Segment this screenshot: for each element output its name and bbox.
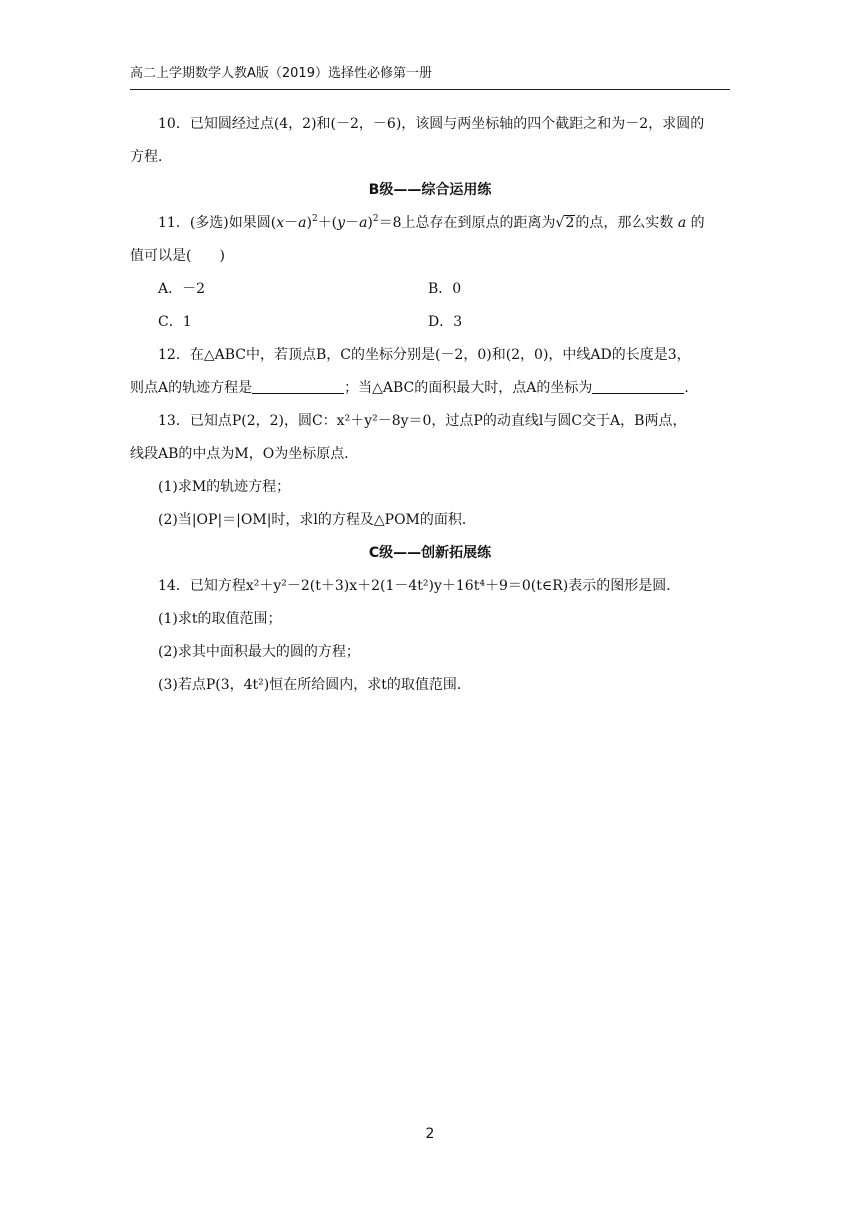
q14-sub1: (1)求t的取值范围； — [158, 611, 282, 627]
option-a: A．－2 — [158, 281, 206, 297]
var-x: x — [276, 215, 285, 231]
answer-blank-2[interactable] — [592, 377, 684, 394]
q10-line1: 10．已知圆经过点(4，2)和(－2，－6)，该圆与两坐标轴的四个截距之和为－2，求圆的 — [158, 116, 705, 132]
q13-sub2: (2)当|OP|＝|OM|时，求l的方程及△POM的面积． — [158, 512, 476, 528]
q12-text: ． — [684, 380, 699, 396]
plus: ＋( — [317, 215, 338, 231]
document-body — [130, 108, 730, 702]
sqrt-radicand: 2 — [565, 215, 575, 231]
q12-line2 — [130, 372, 730, 405]
q10-line2: 方程． — [130, 149, 172, 165]
answer-blank-1[interactable] — [252, 377, 344, 394]
var-a: a — [677, 215, 687, 231]
option-c: C．1 — [158, 314, 192, 330]
page-header: 高二上学期数学人教A版（2019）选择性必修第一册 — [130, 62, 730, 90]
minus: － — [284, 215, 299, 231]
var-y: y — [337, 215, 346, 231]
page-number: 2 — [425, 1126, 435, 1142]
q13-sub1: (1)求M的轨迹方程； — [158, 479, 291, 495]
q13-line1: 13．已知点P(2，2)，圆C：x²＋y²－8y＝0，过点P的动直线l与圆C交于A，B两点， — [158, 413, 687, 429]
q11-text: ＝8上总存在到原点的距离为 — [378, 215, 556, 231]
option-d: D．3 — [428, 314, 463, 330]
paren: ) — [306, 215, 312, 231]
var-a: a — [298, 215, 307, 231]
q13-line2: 线段AB的中点为M，O为坐标原点． — [130, 446, 359, 462]
square: 2 — [311, 214, 318, 224]
section-b-heading: B级——综合运用练 — [368, 182, 492, 198]
q11-text: 11．(多选)如果圆( — [158, 215, 277, 231]
q12-text: ；当△ABC的面积最大时，点A的坐标为 — [344, 380, 593, 396]
q11-options-row2 — [130, 306, 730, 339]
option-b: B．0 — [428, 281, 462, 297]
sqrt-icon: √ — [555, 215, 565, 231]
q14-sub3: (3)若点P(3，4t²)恒在所给圆内，求t的取值范围． — [158, 677, 471, 693]
q12-line1: 12．在△ABC中，若顶点B，C的坐标分别是(－2，0)和(2，0)，中线AD的长度是3， — [158, 347, 691, 363]
minus: － — [345, 215, 360, 231]
var-a: a — [359, 215, 368, 231]
q11-options-row1 — [130, 273, 730, 306]
q11-text: 的点，那么实数 — [575, 215, 674, 231]
square: 2 — [372, 214, 379, 224]
q12-text: 则点A的轨迹方程是 — [130, 380, 253, 396]
q11-text: 的 — [690, 215, 705, 231]
q14-sub2: (2)求其中面积最大的圆的方程； — [158, 644, 360, 660]
q11-line2: 值可以是( ) — [130, 248, 225, 264]
paren: ) — [367, 215, 373, 231]
q11-line1 — [130, 207, 730, 240]
section-c-heading: C级——创新拓展练 — [368, 545, 492, 561]
q14-line1: 14．已知方程x²＋y²－2(t＋3)x＋2(1－4t²)y＋16t⁴＋9＝0(t∈R)表示的图形是圆． — [158, 578, 681, 594]
